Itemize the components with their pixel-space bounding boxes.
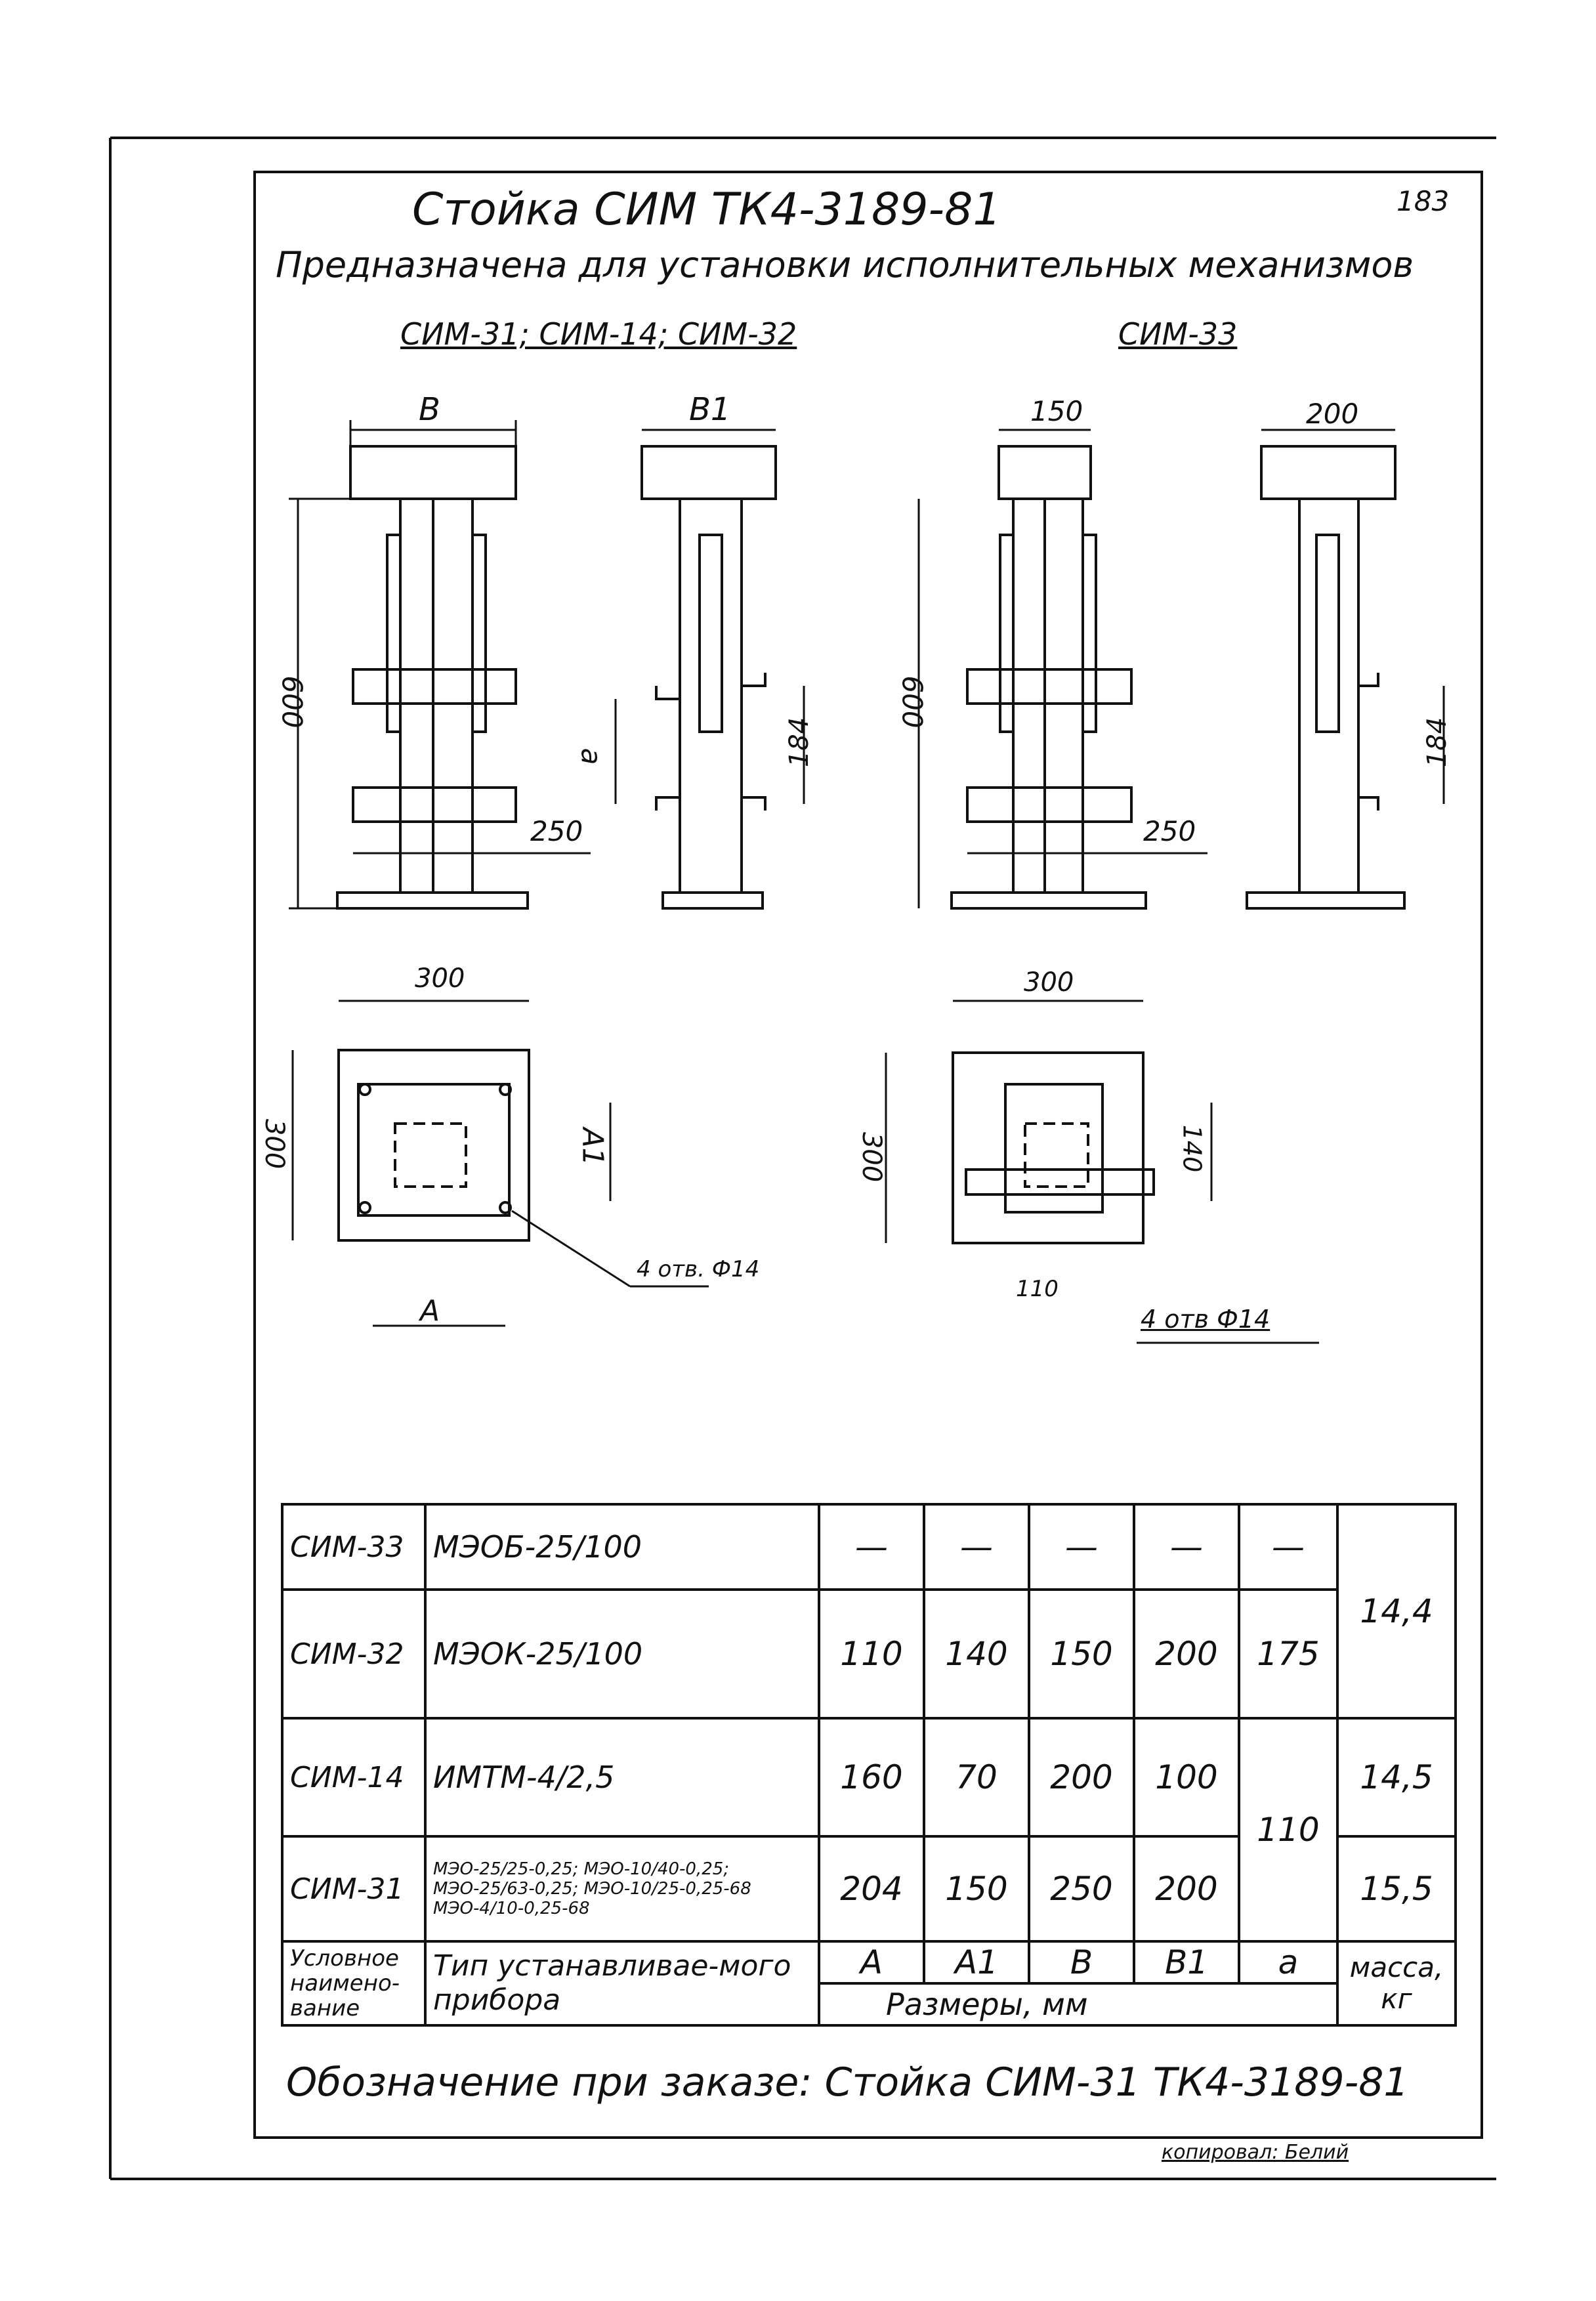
table-row [282, 1504, 1456, 1590]
front-view-right [952, 446, 1146, 908]
front-view-left [337, 446, 528, 908]
plan-110: 110 [1016, 1276, 1059, 1302]
dim-184-right: 184 [1422, 717, 1453, 768]
header-type: Тип устанавливае-мого прибора [425, 1941, 819, 2025]
header-B1: В1 [1134, 1941, 1239, 1983]
header-B: В [1029, 1941, 1134, 1983]
cell-A1: — [924, 1504, 1029, 1590]
dim-B: В [419, 391, 440, 428]
table-row [282, 1590, 1456, 1718]
header-a: а [1239, 1941, 1337, 1983]
cell-A1: 70 [924, 1718, 1029, 1836]
cell-A: — [819, 1504, 924, 1590]
cell-A1: 140 [924, 1590, 1029, 1718]
dim-a: а [575, 748, 608, 765]
cell-mass-3332: 14,4 [1337, 1504, 1456, 1718]
page-title: Стойка СИМ ТК4-3189-81 [412, 184, 1001, 236]
plan-300-top-left: 300 [415, 963, 465, 994]
row-name: СИМ-32 [282, 1590, 425, 1718]
cell-B1: 200 [1134, 1836, 1239, 1941]
order-note: Обозначение при заказе: Стойка СИМ-31 ТК4-3189-81 [286, 2059, 1409, 2105]
cell-B: 150 [1029, 1590, 1134, 1718]
side-view-left [642, 446, 776, 908]
group-right-label: СИМ-33 [1118, 316, 1238, 352]
row-name: СИМ-33 [282, 1504, 425, 1590]
plan-view-left [339, 1050, 529, 1240]
page-number: 183 [1396, 185, 1450, 217]
cell-a: 175 [1239, 1590, 1337, 1718]
dim-600-left: 600 [276, 675, 308, 728]
group-left-label: СИМ-31; СИМ-14; СИМ-32 [400, 316, 797, 352]
header-A1: А1 [924, 1941, 1029, 1983]
row-name: СИМ-14 [282, 1718, 425, 1836]
cell-A: 160 [819, 1718, 924, 1836]
dim-250-right: 250 [1143, 815, 1196, 847]
cell-B: — [1029, 1504, 1134, 1590]
type-line: МЭО-25/63-0,25; МЭО-10/25-0,25-68 [433, 1879, 751, 1899]
row-type: ИМТМ-4/2,5 [425, 1718, 819, 1836]
header-A: А [819, 1941, 924, 1983]
type-line: МЭО-25/25-0,25; МЭО-10/40-0,25; [433, 1859, 730, 1879]
side-view-right [1247, 446, 1404, 908]
cell-B: 200 [1029, 1718, 1134, 1836]
header-sizes: Размеры, мм [819, 1983, 1337, 2025]
page-subtitle: Предназначена для установки исполнительных механизмов [276, 244, 1414, 285]
cell-A1: 150 [924, 1836, 1029, 1941]
dim-lines-side-right [1261, 430, 1444, 804]
spec-table [281, 1503, 1457, 2027]
cell-B1: 200 [1134, 1590, 1239, 1718]
copied-by: копировал: Белий [1162, 2141, 1349, 2164]
plan-300-side-right: 300 [856, 1131, 887, 1183]
cell-A: 110 [819, 1590, 924, 1718]
cell-B1: — [1134, 1504, 1239, 1590]
cell-B: 250 [1029, 1836, 1134, 1941]
dim-150: 150 [1030, 395, 1083, 427]
row-type-multi [425, 1836, 819, 1941]
plan-A: А [420, 1294, 440, 1328]
header-name: Условное наимено-вание [282, 1941, 425, 2025]
cell-B1: 100 [1134, 1718, 1239, 1836]
plan-view-right [953, 1053, 1154, 1243]
type-line: МЭО-4/10-0,25-68 [433, 1899, 590, 1918]
dim-200: 200 [1306, 398, 1359, 430]
header-mass: масса, кг [1337, 1941, 1456, 2025]
row-type: МЭОК-25/100 [425, 1590, 819, 1718]
plan-A1: А1 [576, 1128, 610, 1166]
plan-300-top-right: 300 [1024, 967, 1074, 998]
cell-a: — [1239, 1504, 1337, 1590]
plan-holes-left: 4 отв. Ф14 [637, 1256, 760, 1282]
cell-mass-31: 15,5 [1337, 1836, 1456, 1941]
cell-A: 204 [819, 1836, 924, 1941]
table-header-row [282, 1941, 1456, 1983]
dim-250-left: 250 [530, 815, 583, 847]
plan-300-side-left: 300 [259, 1118, 290, 1170]
plan-140: 140 [1177, 1124, 1207, 1173]
dim-184-left: 184 [784, 717, 815, 768]
plan-holes-right: 4 отв Ф14 [1141, 1305, 1270, 1334]
row-name: СИМ-31 [282, 1836, 425, 1941]
row-type: МЭОБ-25/100 [425, 1504, 819, 1590]
cell-mass-14: 14,5 [1337, 1718, 1456, 1836]
dim-B1: В1 [689, 391, 731, 428]
dim-600-right: 600 [896, 675, 929, 728]
table-row [282, 1718, 1456, 1836]
cell-a-shared: 110 [1239, 1718, 1337, 1941]
